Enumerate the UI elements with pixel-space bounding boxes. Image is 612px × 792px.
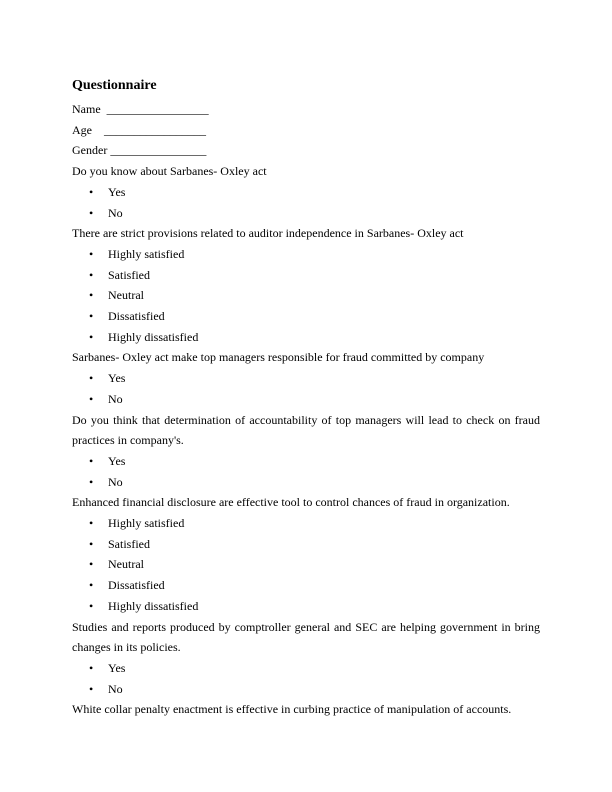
option-label: Yes xyxy=(108,660,126,675)
option-label: No xyxy=(108,681,123,696)
bullet-icon: • xyxy=(89,516,94,531)
bullet-icon: • xyxy=(89,391,94,406)
option-item[interactable] xyxy=(89,244,540,265)
bullet-icon: • xyxy=(89,578,94,593)
option-item[interactable] xyxy=(89,306,540,327)
option-item[interactable] xyxy=(89,265,540,286)
option-label: Yes xyxy=(108,371,126,386)
bullet-icon: • xyxy=(89,205,94,220)
gender-field-label: Gender xyxy=(72,143,108,158)
question-4-options xyxy=(72,451,540,492)
bullet-icon: • xyxy=(89,660,94,675)
option-item[interactable] xyxy=(89,368,540,389)
option-label: No xyxy=(108,474,123,489)
bullet-icon: • xyxy=(89,371,94,386)
bullet-icon: • xyxy=(89,453,94,468)
option-item[interactable] xyxy=(89,389,540,410)
name-field-label: Name xyxy=(72,102,101,116)
option-item[interactable] xyxy=(89,554,540,575)
bullet-icon: • xyxy=(89,288,94,303)
option-label: Yes xyxy=(108,184,126,199)
name-field-line[interactable]: _________________ xyxy=(106,102,209,116)
questions-list xyxy=(72,161,540,720)
option-label: Highly dissatisfied xyxy=(108,598,199,613)
bullet-icon: • xyxy=(89,267,94,282)
question-5-text: Enhanced financial disclosure are effective tool to control chances of fraud in organization. xyxy=(72,495,510,510)
option-label: Highly dissatisfied xyxy=(108,329,199,344)
option-item[interactable] xyxy=(89,285,540,306)
option-label: Yes xyxy=(108,453,126,468)
question-6-text: Studies and reports produced by comptroller general and SEC are helping government in bring changes in its policies. xyxy=(72,619,540,655)
option-item[interactable] xyxy=(89,596,540,617)
gender-field-line[interactable]: ________________ xyxy=(110,143,207,158)
option-item[interactable] xyxy=(89,513,540,534)
option-item[interactable] xyxy=(89,679,540,700)
question-3-text: Sarbanes- Oxley act make top managers responsible for fraud committed by company xyxy=(72,350,485,365)
option-item[interactable] xyxy=(89,534,540,555)
option-item[interactable] xyxy=(89,658,540,679)
option-item[interactable] xyxy=(89,182,540,203)
option-item[interactable] xyxy=(89,472,540,493)
option-label: Neutral xyxy=(108,288,144,303)
bullet-icon: • xyxy=(89,598,94,613)
question-1-options xyxy=(72,182,540,223)
option-label: Dissatisfied xyxy=(108,309,165,324)
option-label: Satisfied xyxy=(108,267,150,282)
name-field xyxy=(72,99,540,120)
option-label: No xyxy=(108,205,123,220)
option-label: No xyxy=(108,391,123,406)
bullet-icon: • xyxy=(89,329,94,344)
gender-field xyxy=(72,140,540,161)
bullet-icon: • xyxy=(89,536,94,551)
question-5-options xyxy=(72,513,540,617)
bullet-icon: • xyxy=(89,184,94,199)
option-label: Neutral xyxy=(108,557,144,572)
option-label: Satisfied xyxy=(108,536,150,551)
option-label: Highly satisfied xyxy=(108,246,185,261)
bullet-icon: • xyxy=(89,309,94,324)
option-item[interactable] xyxy=(89,575,540,596)
question-2-options xyxy=(72,244,540,348)
questionnaire-page xyxy=(72,76,540,720)
option-item[interactable] xyxy=(89,327,540,348)
age-field-line[interactable]: _________________ xyxy=(104,122,206,137)
question-2-text: There are strict provisions related to auditor independence in Sarbanes- Oxley act xyxy=(72,226,464,241)
question-7-text: White collar penalty enactment is effective in curbing practice of manipulation of accounts. xyxy=(72,702,512,717)
question-3-options xyxy=(72,368,540,409)
question-1-text: Do you know about Sarbanes- Oxley act xyxy=(72,164,267,179)
bullet-icon: • xyxy=(89,681,94,696)
option-label: Highly satisfied xyxy=(108,516,185,531)
option-label: Dissatisfied xyxy=(108,578,165,593)
age-field xyxy=(72,120,540,141)
question-6-options xyxy=(72,658,540,699)
option-item[interactable] xyxy=(89,203,540,224)
option-item[interactable] xyxy=(89,451,540,472)
bullet-icon: • xyxy=(89,557,94,572)
bullet-icon: • xyxy=(89,474,94,489)
bullet-icon: • xyxy=(89,246,94,261)
age-field-label: Age xyxy=(72,122,92,137)
question-4-text: Do you think that determination of accountability of top managers will lead to check on fraud practices in company's. xyxy=(72,412,540,448)
page-title: Questionnaire xyxy=(72,78,157,93)
